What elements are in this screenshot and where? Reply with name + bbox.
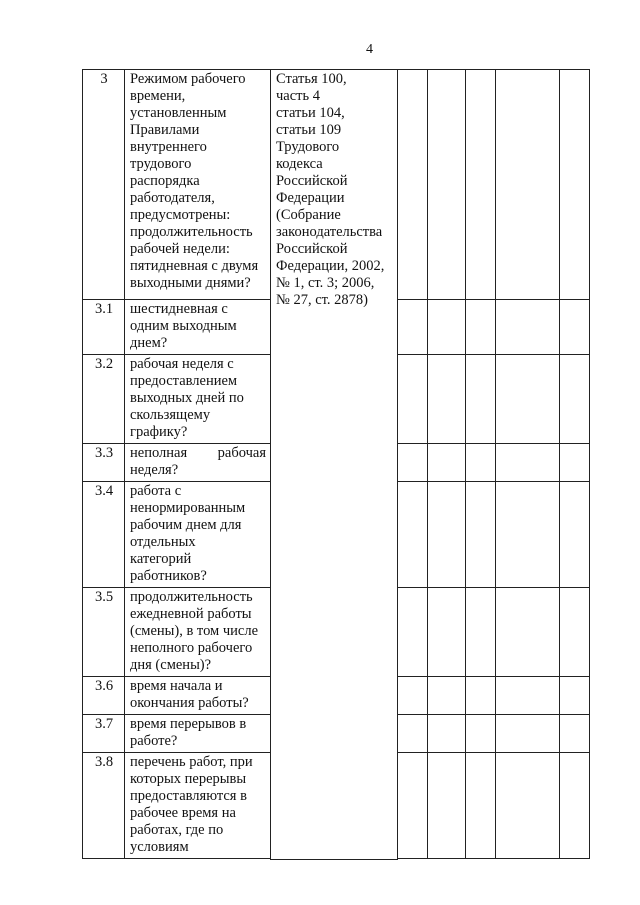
answer-cell [398,300,428,355]
row-number: 3.7 [83,715,125,753]
answer-cell [466,355,496,444]
question-cell: время начала и окончания работы? [125,677,271,715]
answer-cell [466,753,496,859]
question-cell: шестидневная с одним выходным днем? [125,300,271,355]
answer-cell [428,715,466,753]
answer-cell [398,355,428,444]
question-cell: время перерывов в работе? [125,715,271,753]
answer-cell [560,444,590,482]
answer-cell [496,300,560,355]
answer-cell [398,482,428,588]
row-number: 3.3 [83,444,125,482]
answer-cell [428,677,466,715]
legal-reference-cell: Статья 100, часть 4 статьи 104, статьи 109 Трудового кодекса Российской Федерации (Собрание законодательства Российской Федерации, 2002, № 1, ст. 3; 2006, № 27, ст. 2878) [271,70,398,860]
row-number: 3.2 [83,355,125,444]
row-number: 3.8 [83,753,125,859]
answer-cell [560,588,590,677]
answer-cell [560,482,590,588]
answer-cell [466,482,496,588]
answer-cell [496,588,560,677]
answer-cell [496,355,560,444]
answer-cell [398,70,428,300]
answer-cell [496,444,560,482]
question-cell: неполная рабочая неделя? [125,444,271,482]
answer-cell [398,715,428,753]
answer-cell [466,70,496,300]
question-cell: перечень работ, при которых перерывы предоставляются в рабочее время на работах, где по условиям [125,753,271,859]
answer-cell [496,715,560,753]
question-cell: работа с ненормированным рабочим днем для отдельных категорий работников? [125,482,271,588]
question-cell: продолжительность ежедневной работы (смены), в том числе неполного рабочего дня (смены)? [125,588,271,677]
answer-cell [560,300,590,355]
answer-cell [466,715,496,753]
answer-cell [466,444,496,482]
answer-cell [466,588,496,677]
checklist-table [82,69,590,860]
question-cell: Режимом рабочего времени, установленным Правилами внутреннего трудового распорядка работодателя, предусмотрены: продолжительность рабочей недели: пятидневная с двумя выходными днями? [125,70,271,300]
answer-cell [496,482,560,588]
row-number: 3.6 [83,677,125,715]
row-number: 3.4 [83,482,125,588]
answer-cell [560,355,590,444]
row-number: 3 [83,70,125,300]
answer-cell [466,300,496,355]
answer-cell [496,677,560,715]
answer-cell [496,753,560,859]
answer-cell [560,753,590,859]
answer-cell [398,588,428,677]
answer-cell [428,300,466,355]
row-number: 3.5 [83,588,125,677]
answer-cell [560,70,590,300]
answer-cell [398,677,428,715]
answer-cell [466,677,496,715]
answer-cell [428,70,466,300]
question-cell: рабочая неделя с предоставлением выходных дней по скользящему графику? [125,355,271,444]
row-number: 3.1 [83,300,125,355]
answer-cell [398,753,428,859]
answer-cell [560,677,590,715]
answer-cell [428,588,466,677]
answer-cell [398,444,428,482]
page-number: 4 [366,42,373,57]
answer-cell [428,444,466,482]
answer-cell [428,355,466,444]
answer-cell [428,753,466,859]
answer-cell [428,482,466,588]
answer-cell [496,70,560,300]
answer-cell [560,715,590,753]
table-row [83,70,590,300]
